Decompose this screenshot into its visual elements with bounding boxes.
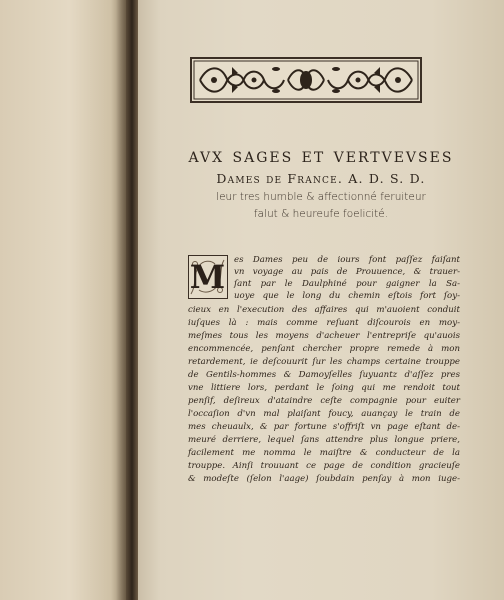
title-line-3: leur tres humble & affectionné feruiteur [216,191,426,203]
text-line: trouppe. Ainſi trouuant ce page de condition gracieuſe [188,461,460,471]
text-line: retardement, ie deſcouurit ſur les champs certaine trouppe [188,357,460,367]
text-line: facilement me nomma le maiſtre & conducteur de la [188,448,460,458]
text-line: vne littiere lors, perdant le ſoing qui me rendoit tout [188,383,460,393]
right-page [138,0,504,600]
drop-cap-letter: M [189,258,226,296]
text-line: uoye que le long du chemin eſtois fort ſoy- [234,291,460,301]
left-page [0,0,126,600]
text-line: meſmes tous les moyens d'acheuer l'entrepriſe qu'auois [188,331,460,341]
text-line: de Gentils-hommes & Damoyſelles ſuyuantz d'aſſez pres [188,370,460,380]
text-line: vn voyage au pais de Prouuence, & trauer- [234,267,460,277]
text-line: cieux en l'execution des affaires qui m'auoient conduit [188,305,460,315]
body-paragraph [138,0,504,600]
text-line: mes cheuaulx, & par fortune s'offriſt vn page eſtant de- [188,422,460,432]
text-line: es Dames peu de iours font paſſez faiſant [234,255,460,265]
title-line-1: AVX SAGES ET VERTVEVSES [188,150,454,166]
text-line: ſant par le Daulphiné pour gaigner la Sa- [234,279,460,289]
text-line: iuſques là : mais comme reſuant diſcourois en moy- [188,318,460,328]
text-line: & modeſte (ſelon l'aage) ſoubdain penſay à mon iuge- [188,474,460,484]
title-line-2: Dames de France. A. D. S. D. [216,171,426,186]
book-gutter [126,0,138,600]
text-line: penſif, deſireux d'ataindre ceſte compagnie pour euiter [188,396,460,406]
text-line: meuré derriere, lequel ſans attendre plus longue priere, [188,435,460,445]
text-line: l'occaſion d'vn mal plaiſant foucy, auançay le train de [188,409,460,419]
title-line-4: falut & heureufe foelicité. [253,208,389,220]
text-line: encommencée, penſant chercher propre remede à mon [188,344,460,354]
